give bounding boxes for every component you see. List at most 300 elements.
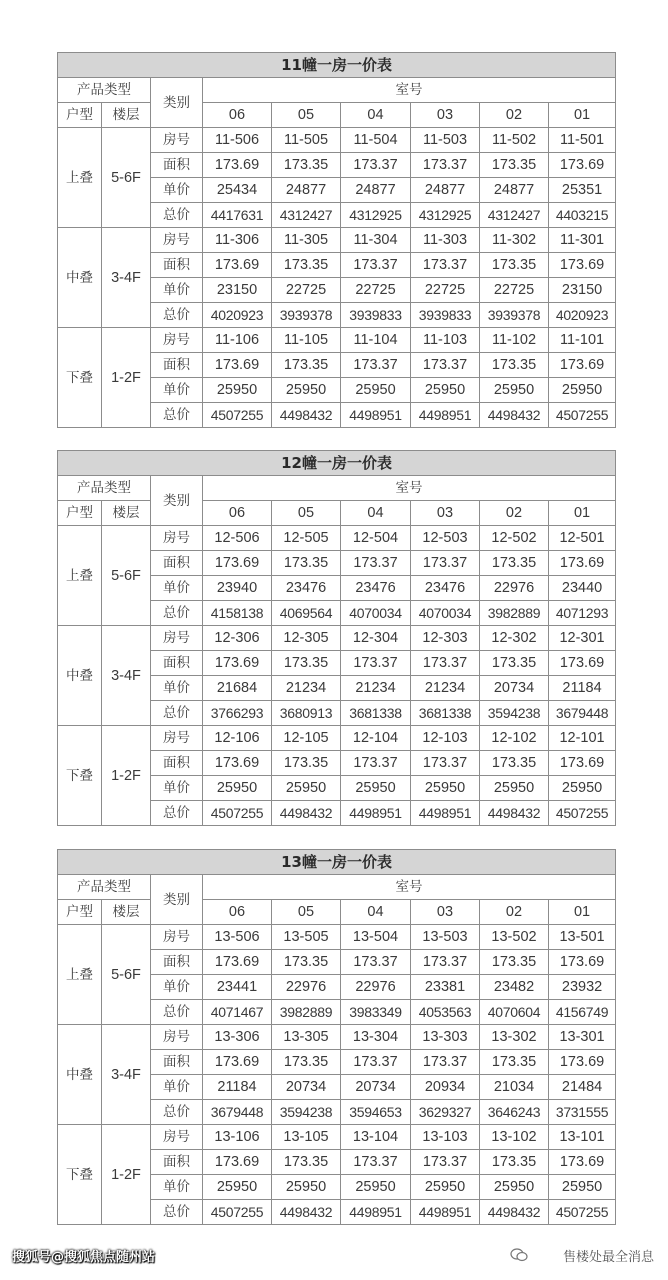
unit-price-cell: 23441 (203, 975, 272, 1000)
unit-price-cell: 23932 (549, 975, 616, 1000)
unit-price-cell: 23482 (480, 975, 549, 1000)
row-label: 面积 (151, 353, 203, 378)
total-price-cell: 4498432 (480, 1200, 549, 1225)
total-price-cell: 4070604 (480, 1000, 549, 1025)
column-header: 04 (341, 103, 411, 128)
total-price-cell: 3679448 (549, 701, 616, 726)
category-header: 类别 (151, 476, 203, 526)
area-cell: 173.35 (480, 153, 549, 178)
total-price-cell: 4498432 (272, 801, 341, 826)
room-no-cell: 11-504 (341, 128, 411, 153)
area-cell: 173.69 (549, 253, 616, 278)
total-price-cell: 4507255 (549, 801, 616, 826)
area-cell: 173.35 (272, 353, 341, 378)
unit-type-header: 户型 (58, 900, 102, 925)
row-label: 总价 (151, 1200, 203, 1225)
room-no-cell: 13-303 (411, 1025, 480, 1050)
total-price-cell: 3731555 (549, 1100, 616, 1125)
room-no-cell: 13-101 (549, 1125, 616, 1150)
row-label: 面积 (151, 651, 203, 676)
column-header: 05 (272, 501, 341, 526)
column-header: 01 (549, 501, 616, 526)
unit-price-cell: 25950 (272, 1175, 341, 1200)
unit-price-cell: 25950 (203, 378, 272, 403)
unit-price-cell: 25950 (272, 378, 341, 403)
unit-price-cell: 23476 (272, 576, 341, 601)
unit-price-cell: 21234 (272, 676, 341, 701)
area-cell: 173.35 (272, 1050, 341, 1075)
unit-price-cell: 24877 (341, 178, 411, 203)
total-price-cell: 4498432 (480, 403, 549, 428)
total-price-cell: 4498432 (272, 1200, 341, 1225)
total-price-cell: 3982889 (480, 601, 549, 626)
area-cell: 173.37 (341, 950, 411, 975)
total-price-cell: 4020923 (203, 303, 272, 328)
table-row (58, 228, 616, 253)
area-cell: 173.69 (203, 353, 272, 378)
unit-price-cell: 25950 (480, 776, 549, 801)
row-label: 房号 (151, 1025, 203, 1050)
total-price-cell: 3679448 (203, 1100, 272, 1125)
total-price-cell: 3680913 (272, 701, 341, 726)
table-row (58, 726, 616, 751)
row-label: 房号 (151, 925, 203, 950)
row-label: 面积 (151, 1150, 203, 1175)
unit-price-cell: 25950 (341, 378, 411, 403)
total-price-cell: 4498432 (480, 801, 549, 826)
total-price-cell: 4403215 (549, 203, 616, 228)
total-price-cell: 4498951 (411, 1200, 480, 1225)
unit-price-cell: 23381 (411, 975, 480, 1000)
room-no-cell: 12-303 (411, 626, 480, 651)
unit-price-cell: 22725 (480, 278, 549, 303)
room-no-cell: 12-106 (203, 726, 272, 751)
unit-price-cell: 24877 (480, 178, 549, 203)
area-cell: 173.69 (203, 253, 272, 278)
unit-price-cell: 23440 (549, 576, 616, 601)
area-cell: 173.37 (341, 1050, 411, 1075)
room-no-cell: 12-305 (272, 626, 341, 651)
total-price-cell: 3594238 (272, 1100, 341, 1125)
total-price-cell: 3982889 (272, 1000, 341, 1025)
area-cell: 173.35 (272, 651, 341, 676)
room-no-cell: 12-501 (549, 526, 616, 551)
area-cell: 173.69 (203, 153, 272, 178)
unit-price-cell: 25950 (272, 776, 341, 801)
floor-cell: 1-2F (102, 726, 151, 826)
area-cell: 173.35 (480, 551, 549, 576)
area-cell: 173.37 (411, 1050, 480, 1075)
unit-price-cell: 20934 (411, 1075, 480, 1100)
row-label: 总价 (151, 701, 203, 726)
room-no-cell: 13-506 (203, 925, 272, 950)
column-header: 02 (480, 501, 549, 526)
room-no-cell: 12-502 (480, 526, 549, 551)
row-label: 总价 (151, 1100, 203, 1125)
floor-cell: 3-4F (102, 1025, 151, 1125)
row-label: 单价 (151, 278, 203, 303)
total-price-cell: 4498951 (411, 403, 480, 428)
unit-price-cell: 21034 (480, 1075, 549, 1100)
row-label: 总价 (151, 303, 203, 328)
unit-price-cell: 25950 (411, 378, 480, 403)
room-no-cell: 12-304 (341, 626, 411, 651)
area-cell: 173.37 (341, 1150, 411, 1175)
area-cell: 173.69 (203, 751, 272, 776)
total-price-cell: 4507255 (549, 403, 616, 428)
area-cell: 173.69 (549, 153, 616, 178)
room-no-cell: 13-102 (480, 1125, 549, 1150)
row-label: 房号 (151, 626, 203, 651)
room-no-cell: 12-504 (341, 526, 411, 551)
room-no-cell: 12-506 (203, 526, 272, 551)
area-cell: 173.37 (341, 551, 411, 576)
room-no-cell: 12-102 (480, 726, 549, 751)
column-header: 03 (411, 501, 480, 526)
room-no-header: 室号 (203, 476, 616, 501)
title-row (58, 451, 616, 476)
total-price-cell: 4053563 (411, 1000, 480, 1025)
area-cell: 173.37 (411, 551, 480, 576)
total-price-cell: 4071293 (549, 601, 616, 626)
area-cell: 173.35 (480, 1150, 549, 1175)
area-cell: 173.69 (203, 651, 272, 676)
room-no-cell: 11-503 (411, 128, 480, 153)
room-no-cell: 12-104 (341, 726, 411, 751)
area-cell: 173.35 (480, 253, 549, 278)
area-cell: 173.35 (272, 253, 341, 278)
unit-price-cell: 22725 (341, 278, 411, 303)
row-label: 房号 (151, 1125, 203, 1150)
wechat-icon (510, 1248, 528, 1262)
room-no-cell: 11-506 (203, 128, 272, 153)
room-no-cell: 11-103 (411, 328, 480, 353)
unit-price-cell: 21184 (549, 676, 616, 701)
room-no-cell: 13-304 (341, 1025, 411, 1050)
title-row (58, 850, 616, 875)
floor-cell: 5-6F (102, 925, 151, 1025)
area-cell: 173.37 (411, 751, 480, 776)
column-header: 05 (272, 103, 341, 128)
total-price-cell: 4070034 (341, 601, 411, 626)
unit-price-cell: 25950 (480, 1175, 549, 1200)
unit-price-cell: 23940 (203, 576, 272, 601)
room-no-cell: 11-105 (272, 328, 341, 353)
row-label: 总价 (151, 403, 203, 428)
unit-price-cell: 22976 (341, 975, 411, 1000)
floor-cell: 5-6F (102, 526, 151, 626)
column-header: 06 (203, 900, 272, 925)
room-no-cell: 12-306 (203, 626, 272, 651)
area-cell: 173.37 (411, 950, 480, 975)
row-label: 房号 (151, 726, 203, 751)
total-price-cell: 3681338 (341, 701, 411, 726)
watermark-footer (0, 1242, 668, 1272)
row-label: 面积 (151, 551, 203, 576)
total-price-cell: 3681338 (411, 701, 480, 726)
floor-header: 楼层 (102, 103, 151, 128)
area-cell: 173.69 (549, 651, 616, 676)
floor-cell: 1-2F (102, 328, 151, 428)
total-price-cell: 3594653 (341, 1100, 411, 1125)
row-label: 总价 (151, 203, 203, 228)
total-price-cell: 4507255 (549, 1200, 616, 1225)
total-price-cell: 4507255 (203, 801, 272, 826)
table-row (58, 626, 616, 651)
header-row (58, 476, 616, 501)
area-cell: 173.69 (203, 551, 272, 576)
unit-price-cell: 23150 (203, 278, 272, 303)
room-no-cell: 13-501 (549, 925, 616, 950)
row-label: 面积 (151, 950, 203, 975)
total-price-cell: 4069564 (272, 601, 341, 626)
area-cell: 173.69 (549, 751, 616, 776)
total-price-cell: 4507255 (203, 403, 272, 428)
column-header: 02 (480, 103, 549, 128)
area-cell: 173.37 (341, 253, 411, 278)
unit-price-cell: 25950 (549, 776, 616, 801)
header-row (58, 78, 616, 103)
product-type-header: 产品类型 (58, 875, 151, 900)
column-header: 04 (341, 501, 411, 526)
area-cell: 173.35 (272, 1150, 341, 1175)
column-header: 05 (272, 900, 341, 925)
row-label: 总价 (151, 801, 203, 826)
area-cell: 173.37 (341, 353, 411, 378)
column-header: 06 (203, 103, 272, 128)
row-label: 面积 (151, 751, 203, 776)
column-header: 01 (549, 900, 616, 925)
total-price-cell: 4312427 (272, 203, 341, 228)
row-label: 面积 (151, 153, 203, 178)
header-row (58, 501, 616, 526)
area-cell: 173.69 (549, 950, 616, 975)
unit-type-cell: 中叠 (58, 626, 102, 726)
table-row (58, 328, 616, 353)
area-cell: 173.37 (411, 253, 480, 278)
unit-type-header: 户型 (58, 103, 102, 128)
total-price-cell: 3629327 (411, 1100, 480, 1125)
room-no-cell: 13-105 (272, 1125, 341, 1150)
column-header: 02 (480, 900, 549, 925)
unit-price-cell: 25950 (411, 1175, 480, 1200)
total-price-cell: 4507255 (203, 1200, 272, 1225)
unit-type-cell: 上叠 (58, 925, 102, 1025)
row-label: 房号 (151, 526, 203, 551)
room-no-cell: 13-502 (480, 925, 549, 950)
floor-header: 楼层 (102, 501, 151, 526)
room-no-cell: 11-101 (549, 328, 616, 353)
area-cell: 173.35 (272, 950, 341, 975)
area-cell: 173.69 (549, 1150, 616, 1175)
row-label: 单价 (151, 1075, 203, 1100)
area-cell: 173.35 (272, 551, 341, 576)
floor-cell: 1-2F (102, 1125, 151, 1225)
row-label: 房号 (151, 128, 203, 153)
unit-price-cell: 25950 (411, 776, 480, 801)
table-row (58, 1125, 616, 1150)
column-header: 03 (411, 103, 480, 128)
room-no-cell: 13-103 (411, 1125, 480, 1150)
row-label: 总价 (151, 601, 203, 626)
row-label: 单价 (151, 378, 203, 403)
room-no-cell: 11-102 (480, 328, 549, 353)
room-no-cell: 11-306 (203, 228, 272, 253)
total-price-cell: 4156749 (549, 1000, 616, 1025)
area-cell: 173.35 (480, 950, 549, 975)
product-type-header: 产品类型 (58, 476, 151, 501)
room-no-cell: 12-505 (272, 526, 341, 551)
total-price-cell: 3939833 (411, 303, 480, 328)
total-price-cell: 4158138 (203, 601, 272, 626)
price-table-building-13 (57, 849, 616, 1225)
room-no-cell: 12-302 (480, 626, 549, 651)
table-row (58, 925, 616, 950)
total-price-cell: 4417631 (203, 203, 272, 228)
row-label: 总价 (151, 1000, 203, 1025)
area-cell: 173.69 (203, 1150, 272, 1175)
room-no-cell: 13-306 (203, 1025, 272, 1050)
area-cell: 173.35 (480, 353, 549, 378)
row-label: 单价 (151, 178, 203, 203)
row-label: 单价 (151, 776, 203, 801)
price-table-building-12 (57, 450, 616, 826)
area-cell: 173.37 (341, 651, 411, 676)
unit-price-cell: 23476 (341, 576, 411, 601)
room-no-header: 室号 (203, 875, 616, 900)
unit-price-cell: 21684 (203, 676, 272, 701)
unit-type-cell: 下叠 (58, 726, 102, 826)
unit-price-cell: 20734 (272, 1075, 341, 1100)
total-price-cell: 4498432 (272, 403, 341, 428)
area-cell: 173.37 (411, 1150, 480, 1175)
unit-price-cell: 22725 (272, 278, 341, 303)
area-cell: 173.35 (480, 651, 549, 676)
total-price-cell: 3939833 (341, 303, 411, 328)
title-row (58, 53, 616, 78)
area-cell: 173.69 (549, 1050, 616, 1075)
floor-cell: 5-6F (102, 128, 151, 228)
room-no-cell: 11-305 (272, 228, 341, 253)
room-no-cell: 13-504 (341, 925, 411, 950)
column-header: 01 (549, 103, 616, 128)
room-no-cell: 11-304 (341, 228, 411, 253)
table-row (58, 526, 616, 551)
room-no-cell: 11-501 (549, 128, 616, 153)
category-header: 类别 (151, 78, 203, 128)
area-cell: 173.69 (203, 1050, 272, 1075)
area-cell: 173.69 (549, 551, 616, 576)
area-cell: 173.35 (480, 751, 549, 776)
unit-type-cell: 下叠 (58, 328, 102, 428)
total-price-cell: 4498951 (411, 801, 480, 826)
column-header: 03 (411, 900, 480, 925)
unit-type-cell: 中叠 (58, 1025, 102, 1125)
unit-price-cell: 25950 (341, 1175, 411, 1200)
row-label: 房号 (151, 328, 203, 353)
room-no-cell: 13-104 (341, 1125, 411, 1150)
row-label: 单价 (151, 1175, 203, 1200)
total-price-cell: 3939378 (480, 303, 549, 328)
unit-price-cell: 25434 (203, 178, 272, 203)
total-price-cell: 4071467 (203, 1000, 272, 1025)
room-no-cell: 11-505 (272, 128, 341, 153)
room-no-cell: 12-101 (549, 726, 616, 751)
unit-price-cell: 25950 (549, 378, 616, 403)
total-price-cell: 4498951 (341, 1200, 411, 1225)
header-row (58, 900, 616, 925)
room-no-cell: 13-505 (272, 925, 341, 950)
unit-price-cell: 21184 (203, 1075, 272, 1100)
unit-price-cell: 25950 (480, 378, 549, 403)
area-cell: 173.37 (411, 153, 480, 178)
total-price-cell: 3646243 (480, 1100, 549, 1125)
channel-watermark: 售楼处最全消息 (562, 1250, 654, 1265)
unit-type-cell: 上叠 (58, 526, 102, 626)
row-label: 单价 (151, 576, 203, 601)
unit-price-cell: 22725 (411, 278, 480, 303)
total-price-cell: 3766293 (203, 701, 272, 726)
total-price-cell: 4312925 (411, 203, 480, 228)
unit-type-cell: 下叠 (58, 1125, 102, 1225)
unit-price-cell: 21484 (549, 1075, 616, 1100)
total-price-cell: 4498951 (341, 403, 411, 428)
unit-type-cell: 上叠 (58, 128, 102, 228)
column-header: 06 (203, 501, 272, 526)
unit-price-cell: 25950 (549, 1175, 616, 1200)
total-price-cell: 4020923 (549, 303, 616, 328)
total-price-cell: 4312427 (480, 203, 549, 228)
room-no-cell: 11-104 (341, 328, 411, 353)
unit-price-cell: 23150 (549, 278, 616, 303)
product-type-header: 产品类型 (58, 78, 151, 103)
area-cell: 173.37 (411, 651, 480, 676)
area-cell: 173.37 (341, 153, 411, 178)
table-title: 11幢一房一价表 (58, 53, 616, 78)
unit-type-cell: 中叠 (58, 228, 102, 328)
room-no-cell: 11-106 (203, 328, 272, 353)
room-no-cell: 11-302 (480, 228, 549, 253)
column-header: 04 (341, 900, 411, 925)
area-cell: 173.69 (549, 353, 616, 378)
room-no-cell: 12-103 (411, 726, 480, 751)
room-no-cell: 11-301 (549, 228, 616, 253)
floor-header: 楼层 (102, 900, 151, 925)
floor-cell: 3-4F (102, 228, 151, 328)
room-no-cell: 13-503 (411, 925, 480, 950)
table-title: 12幢一房一价表 (58, 451, 616, 476)
price-table-building-11 (57, 52, 616, 428)
room-no-cell: 13-106 (203, 1125, 272, 1150)
header-row (58, 875, 616, 900)
unit-price-cell: 25950 (203, 776, 272, 801)
area-cell: 173.37 (341, 751, 411, 776)
total-price-cell: 3983349 (341, 1000, 411, 1025)
row-label: 面积 (151, 1050, 203, 1075)
unit-price-cell: 21234 (411, 676, 480, 701)
total-price-cell: 3939378 (272, 303, 341, 328)
table-title: 13幢一房一价表 (58, 850, 616, 875)
room-no-cell: 13-302 (480, 1025, 549, 1050)
table-row (58, 128, 616, 153)
unit-price-cell: 22976 (480, 576, 549, 601)
unit-type-header: 户型 (58, 501, 102, 526)
room-no-cell: 13-305 (272, 1025, 341, 1050)
unit-price-cell: 20734 (341, 1075, 411, 1100)
unit-price-cell: 24877 (411, 178, 480, 203)
room-no-header: 室号 (203, 78, 616, 103)
source-watermark: 搜狐号@搜狐焦点随州站 (12, 1250, 156, 1265)
